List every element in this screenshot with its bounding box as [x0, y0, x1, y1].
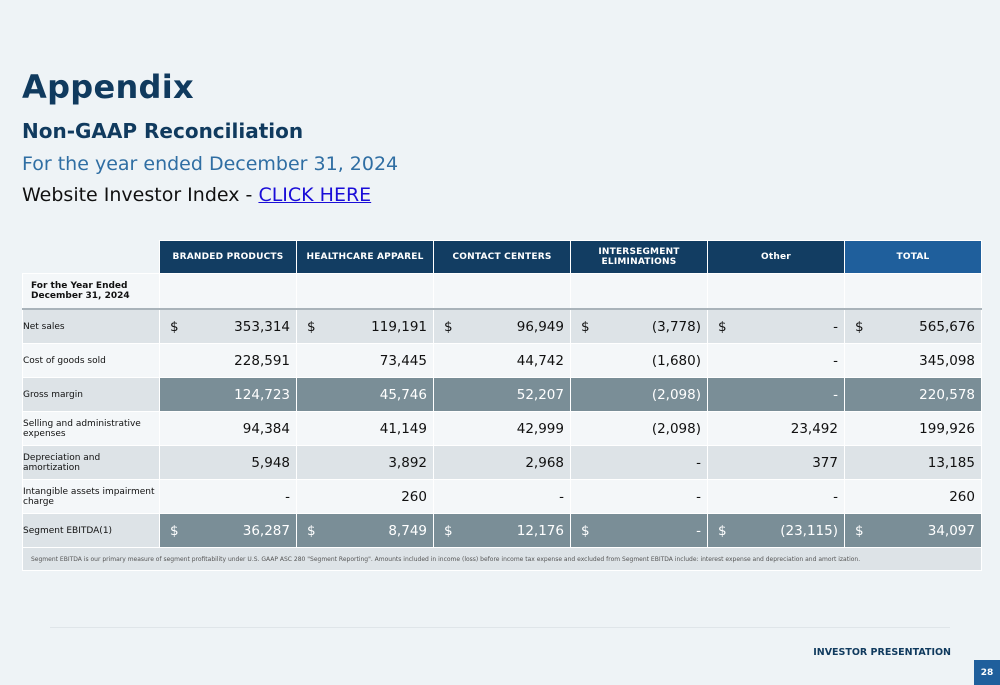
header-blank-cell [23, 241, 160, 274]
section-subtitle: Non-GAAP Reconciliation [22, 119, 304, 143]
cell-value: - [833, 386, 838, 403]
currency-symbol: $ [307, 318, 316, 335]
row-label: Depreciation and amortization [23, 446, 160, 480]
table-cell [708, 446, 845, 480]
cell-value: 23,492 [790, 420, 838, 437]
cell-value: 13,185 [927, 454, 975, 471]
cell-value: - [696, 488, 701, 505]
table-cell [434, 344, 571, 378]
table-row-impairment [23, 480, 982, 514]
table-cell [160, 309, 297, 344]
table-cell [434, 378, 571, 412]
period-cell [297, 274, 434, 310]
currency-symbol: $ [855, 318, 864, 335]
period-cell [160, 274, 297, 310]
page-title: Appendix [22, 68, 194, 106]
table-row-selling-admin [23, 412, 982, 446]
row-label: Net sales [23, 309, 160, 344]
currency-symbol: $ [718, 522, 727, 539]
cell-value: 52,207 [516, 386, 564, 403]
currency-symbol: $ [307, 522, 316, 539]
cell-value: 377 [812, 454, 838, 471]
table-cell [297, 446, 434, 480]
table-cell [434, 480, 571, 514]
table-cell [708, 412, 845, 446]
currency-symbol: $ [718, 318, 727, 335]
cell-value: 94,384 [242, 420, 290, 437]
cell-value: - [559, 488, 564, 505]
table-cell [708, 378, 845, 412]
cell-value: 34,097 [927, 522, 975, 539]
cell-value: 2,968 [525, 454, 564, 471]
cell-value: (2,098) [651, 420, 701, 437]
reconciliation-table [22, 240, 982, 571]
cell-value: 260 [401, 488, 427, 505]
table-cell [160, 344, 297, 378]
cell-value: - [833, 352, 838, 369]
footnote-row [23, 548, 982, 571]
table-row-cost-of-goods-sold [23, 344, 982, 378]
row-label: Segment EBITDA(1) [23, 514, 160, 548]
cell-value: 42,999 [516, 420, 564, 437]
table-cell [434, 309, 571, 344]
table-cell [160, 378, 297, 412]
footer-divider [50, 627, 950, 628]
table-cell [571, 480, 708, 514]
table-cell-total [845, 378, 982, 412]
cell-value: (1,680) [651, 352, 701, 369]
table-cell [571, 309, 708, 344]
table-cell [297, 344, 434, 378]
period-cell [434, 274, 571, 310]
cell-value: 96,949 [516, 318, 564, 335]
table-header-row [23, 241, 982, 274]
cell-value: 124,723 [234, 386, 290, 403]
col-header-other: Other [708, 241, 845, 274]
table-cell [160, 446, 297, 480]
table-cell-total [845, 344, 982, 378]
currency-symbol: $ [581, 522, 590, 539]
table-cell [571, 446, 708, 480]
cell-value: - [696, 522, 701, 539]
row-label: Gross margin [23, 378, 160, 412]
cell-value: 3,892 [388, 454, 427, 471]
currency-symbol: $ [444, 318, 453, 335]
cell-value: 345,098 [919, 352, 975, 369]
table-cell [708, 480, 845, 514]
table-cell [571, 378, 708, 412]
period-cell [571, 274, 708, 310]
table-cell-total [845, 480, 982, 514]
table-cell [708, 309, 845, 344]
table-row-segment-ebitda [23, 514, 982, 548]
cell-value: 12,176 [516, 522, 564, 539]
period-cell [845, 274, 982, 310]
currency-symbol: $ [170, 318, 179, 335]
period-row-label: For the Year Ended December 31, 2024 [23, 274, 160, 310]
cell-value: 353,314 [234, 318, 290, 335]
cell-value: 119,191 [371, 318, 427, 335]
table-cell [160, 412, 297, 446]
table-cell [434, 446, 571, 480]
col-header-intersegment-eliminations: INTERSEGMENT ELIMINATIONS [571, 241, 708, 274]
col-header-healthcare-apparel: HEALTHCARE APPAREL [297, 241, 434, 274]
cell-value: 44,742 [516, 352, 564, 369]
currency-symbol: $ [170, 522, 179, 539]
row-label: Selling and administrative expenses [23, 412, 160, 446]
footer-label: INVESTOR PRESENTATION [813, 647, 951, 658]
cell-value: 41,149 [379, 420, 427, 437]
cell-value: - [833, 488, 838, 505]
cell-value: 565,676 [919, 318, 975, 335]
cell-value: 36,287 [242, 522, 290, 539]
cell-value: (2,098) [651, 386, 701, 403]
row-label: Intangible assets impairment charge [23, 480, 160, 514]
table-cell [434, 514, 571, 548]
table-cell [297, 412, 434, 446]
cell-value: 220,578 [919, 386, 975, 403]
currency-symbol: $ [855, 522, 864, 539]
col-header-contact-centers: CONTACT CENTERS [434, 241, 571, 274]
cell-value: 260 [949, 488, 975, 505]
col-header-branded-products: BRANDED PRODUCTS [160, 241, 297, 274]
row-label: Cost of goods sold [23, 344, 160, 378]
footnote-text: Segment EBITDA is our primary measure of segment profitability under U.S. GAAP ASC 280 "Segment Reporting". Amounts included in income (loss) before income tax expense and excluded from Segment EBITDA include: interest expense and depreciation and amort ization. [23, 548, 982, 571]
cell-value: (3,778) [651, 318, 701, 335]
table-cell [708, 344, 845, 378]
period-row [23, 274, 982, 310]
table-cell [297, 309, 434, 344]
cell-value: 8,749 [388, 522, 427, 539]
page-number-badge: 28 [974, 660, 1000, 685]
table-row-net-sales [23, 309, 982, 344]
table-cell [297, 378, 434, 412]
cell-value: 45,746 [379, 386, 427, 403]
table-cell [571, 514, 708, 548]
table-cell [297, 514, 434, 548]
cell-value: - [285, 488, 290, 505]
cell-value: 5,948 [251, 454, 290, 471]
cell-value: - [833, 318, 838, 335]
table-cell [571, 412, 708, 446]
period-caption: For the year ended December 31, 2024 [22, 153, 399, 175]
cell-value: 73,445 [379, 352, 427, 369]
investor-index-line [22, 184, 371, 206]
period-cell [708, 274, 845, 310]
table-cell [160, 514, 297, 548]
investor-index-label: Website Investor Index - [22, 184, 259, 206]
table-cell [434, 412, 571, 446]
table-cell-total [845, 309, 982, 344]
col-header-total: TOTAL [845, 241, 982, 274]
cell-value: 228,591 [234, 352, 290, 369]
table-cell-total [845, 514, 982, 548]
table-row-depreciation [23, 446, 982, 480]
table-row-gross-margin [23, 378, 982, 412]
table-cell [160, 480, 297, 514]
table-cell [708, 514, 845, 548]
cell-value: - [696, 454, 701, 471]
table-cell [297, 480, 434, 514]
table-cell-total [845, 412, 982, 446]
table-cell-total [845, 446, 982, 480]
table-cell [571, 344, 708, 378]
cell-value: (23,115) [780, 522, 838, 539]
cell-value: 199,926 [919, 420, 975, 437]
currency-symbol: $ [444, 522, 453, 539]
currency-symbol: $ [581, 318, 590, 335]
click-here-link[interactable]: CLICK HERE [258, 184, 372, 206]
